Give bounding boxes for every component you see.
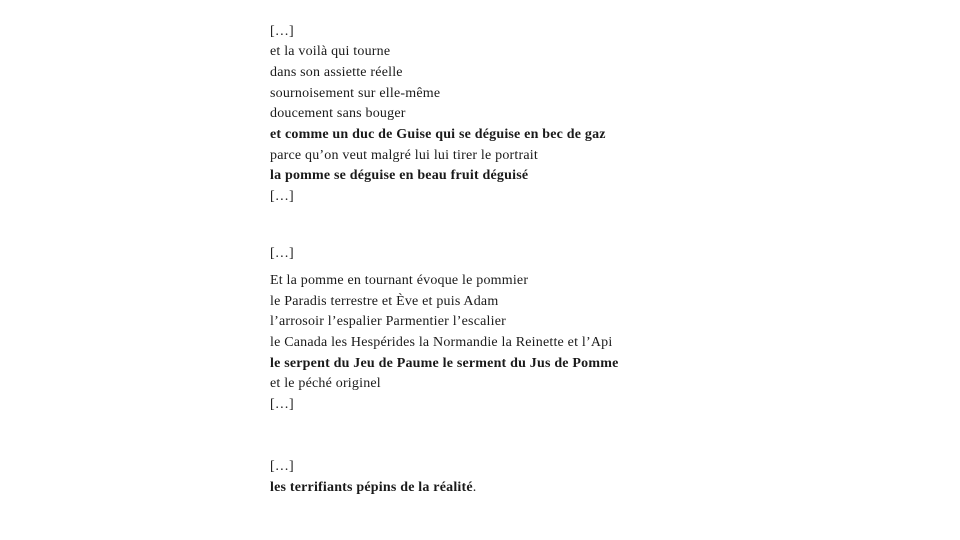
poem-line: sournoisement sur elle-même	[270, 86, 441, 101]
poem-line: […]	[270, 24, 294, 39]
poem-line: […]	[270, 459, 294, 474]
poem-line-bold: et comme un duc de Guise qui se déguise en bec de gaz	[270, 127, 606, 142]
poem-line-bold: les terrifiants pépins de la réalité	[270, 480, 473, 495]
poem-line: Et la pomme en tournant évoque le pommier	[270, 273, 529, 288]
poem-line: et le péché originel	[270, 376, 381, 391]
poem-line: dans son assiette réelle	[270, 65, 403, 80]
poem-line: […]	[270, 246, 294, 261]
poem-line: […]	[270, 397, 294, 412]
poem-line: […]	[270, 189, 294, 204]
poem-line: et la voilà qui tourne	[270, 44, 391, 59]
poem-line: doucement sans bouger	[270, 106, 406, 121]
poem-line-bold: le serpent du Jeu de Paume le serment du Jus de Pomme	[270, 356, 619, 371]
poem-line: l’arrosoir l’espalier Parmentier l’escalier	[270, 314, 506, 329]
poem-line: le Canada les Hespérides la Normandie la Reinette et l’Api	[270, 335, 613, 350]
poem-line: parce qu’on veut malgré lui lui tirer le portrait	[270, 148, 538, 163]
poem-line-bold: la pomme se déguise en beau fruit déguisé	[270, 168, 529, 183]
final-period: .	[472, 480, 477, 495]
poem-line-final	[270, 479, 476, 497]
poem-line: le Paradis terrestre et Ève et puis Adam	[270, 294, 499, 309]
